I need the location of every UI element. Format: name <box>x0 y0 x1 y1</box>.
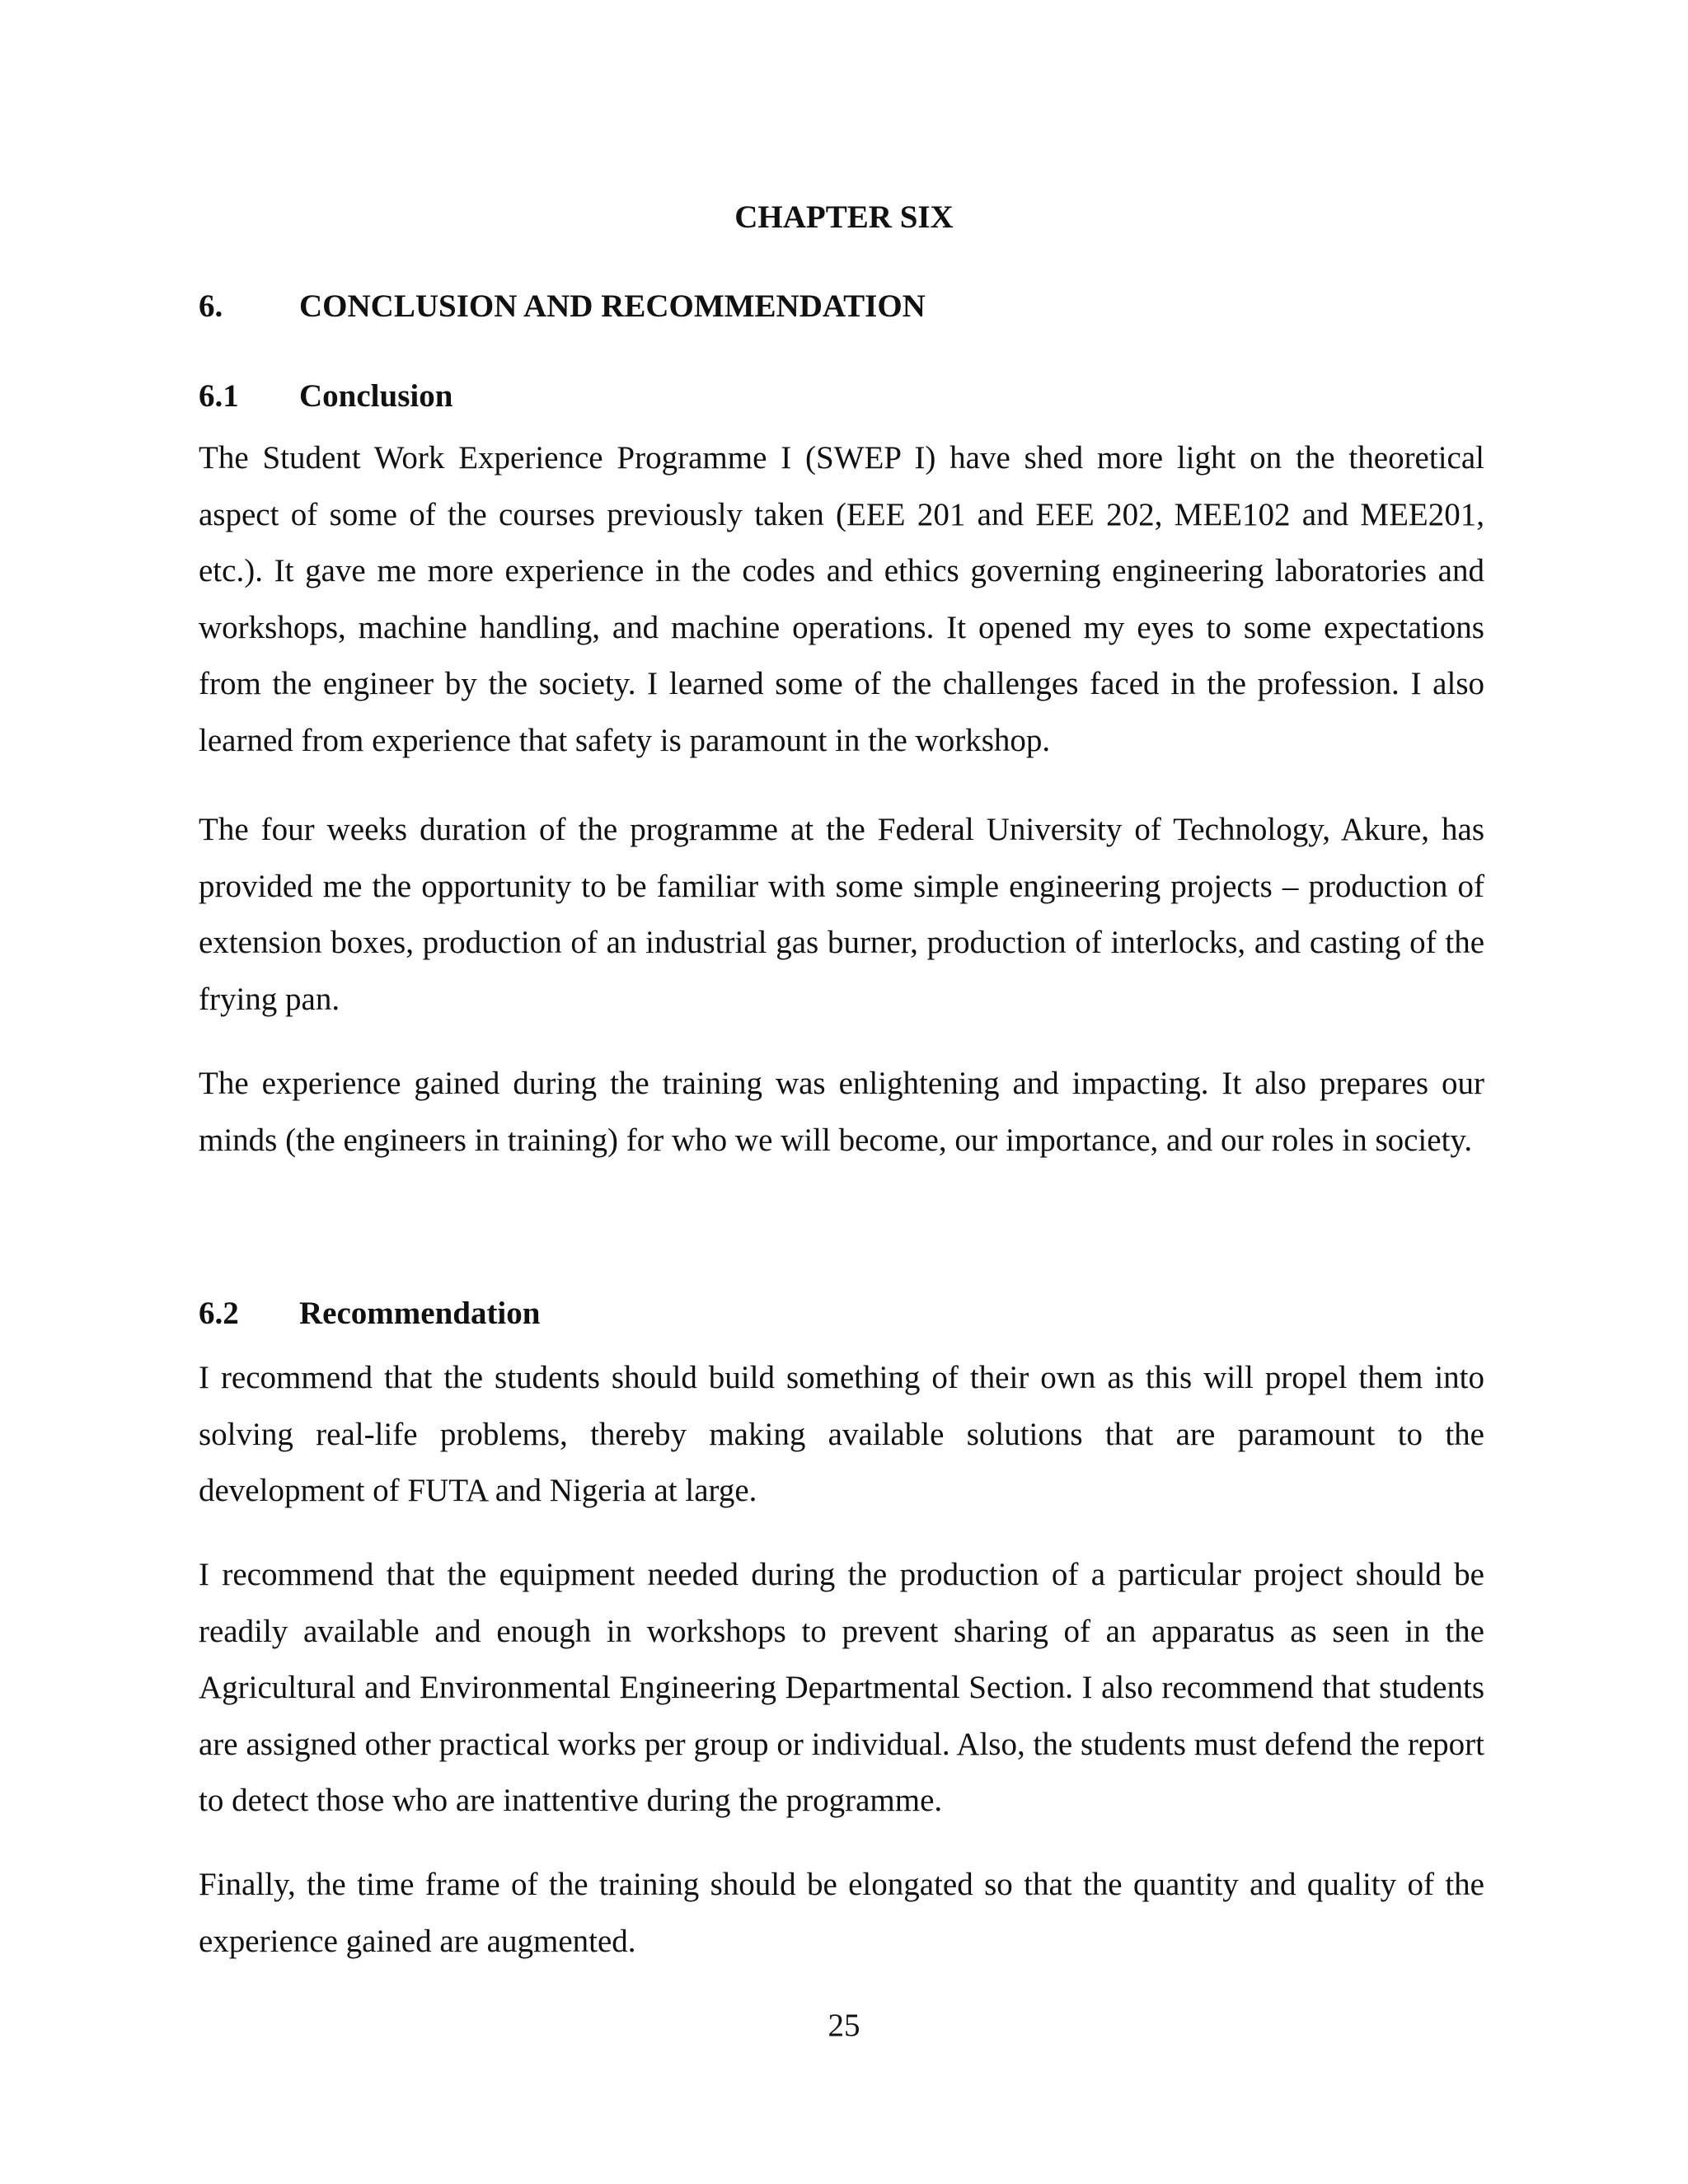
conclusion-number: 6.1 <box>199 378 239 414</box>
recommendation-paragraph-2: I recommend that the equipment needed during the production of a particular project should be readily available and enough in workshops to prevent sharing of an apparatus as seen in the Agricultural and Environmental Engineering Departmental Section. I also recommend that students are assigned other practical works per group or individual. Also, the students must defend the report to detect those who are inattentive during the programme. <box>199 1557 1484 1819</box>
conclusion-paragraph-3: The experience gained during the training was enlightening and impacting. It also prepares our minds (the engineers in training) for who we will become, our importance, and our roles in society. <box>199 1066 1484 1158</box>
page-number: 25 <box>828 2008 860 2043</box>
conclusion-paragraph-2: The four weeks duration of the programme at the Federal University of Technology, Akure, has provided me the opportunity to be familiar with some simple engineering projects – production of extension boxes, production of an industrial gas burner, production of interlocks, and casting of the frying pan. <box>199 812 1484 1017</box>
section-number: 6. <box>199 288 223 324</box>
conclusion-paragraph-1: The Student Work Experience Programme I (SWEP I) have shed more light on the theoretical aspect of some of the courses previously taken (EEE 201 and EEE 202, MEE102 and MEE201, etc.). It gave me more experience in the codes and ethics governing engineering laboratories and workshops, machine handling, and machine operations. It opened my eyes to some expectations from the engineer by the society. I learned some of the challenges faced in the profession. I also learned from experience that safety is paramount in the workshop. <box>199 440 1484 758</box>
conclusion-heading <box>199 375 1484 418</box>
conclusion-title: Conclusion <box>299 378 453 414</box>
recommendation-paragraph-3: Finally, the time frame of the training should be elongated so that the quantity and quality of the experience gained are augmented. <box>199 1867 1484 1959</box>
recommendation-number: 6.2 <box>199 1296 239 1331</box>
chapter-title: CHAPTER SIX <box>734 199 954 235</box>
recommendation-title: Recommendation <box>299 1296 541 1331</box>
section-title: CONCLUSION AND RECOMMENDATION <box>299 288 926 324</box>
section-heading <box>199 285 1484 328</box>
recommendation-paragraph-1: I recommend that the students should build something of their own as this will propel them into solving real-life problems, thereby making available solutions that are paramount to the development of FUTA and Nigeria at large. <box>199 1360 1484 1509</box>
recommendation-heading <box>199 1292 1484 1335</box>
